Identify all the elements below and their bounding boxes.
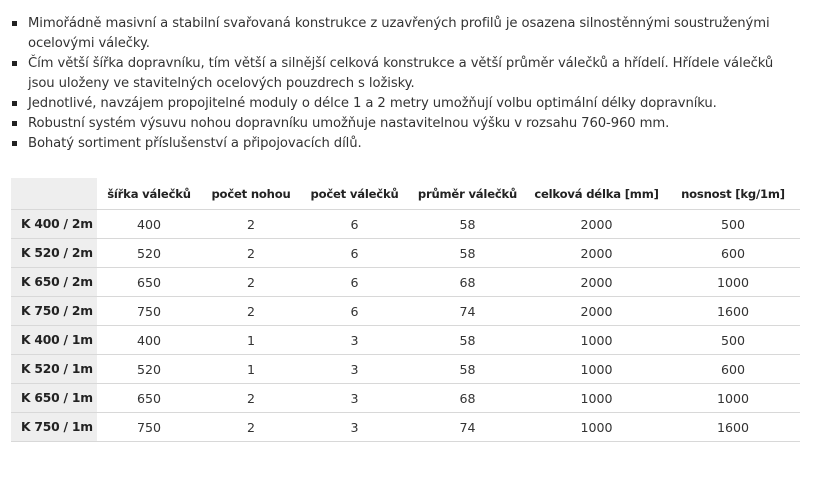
row-label: K 400 / 1m <box>11 326 97 355</box>
table-cell: 58 <box>408 355 527 384</box>
row-label: K 750 / 2m <box>11 297 97 326</box>
bullet-icon <box>12 141 17 146</box>
table-row <box>11 413 800 442</box>
table-cell: 1000 <box>666 268 800 297</box>
table-cell: 6 <box>301 239 408 268</box>
table-cell: 2 <box>201 210 301 239</box>
feature-item <box>10 114 800 134</box>
table-cell: 520 <box>97 355 201 384</box>
table-cell: 1 <box>201 355 301 384</box>
feature-item <box>10 134 800 154</box>
table-cell: 1 <box>201 326 301 355</box>
table-header-row <box>11 178 800 210</box>
table-cell: 500 <box>666 326 800 355</box>
row-label: K 520 / 2m <box>11 239 97 268</box>
feature-item <box>10 94 800 114</box>
feature-list <box>10 14 800 154</box>
spec-table <box>11 178 800 442</box>
table-cell: 2 <box>201 239 301 268</box>
table-cell: 6 <box>301 297 408 326</box>
feature-item <box>10 54 800 94</box>
table-row <box>11 268 800 297</box>
table-row <box>11 239 800 268</box>
table-cell: 650 <box>97 384 201 413</box>
table-cell: 2 <box>201 384 301 413</box>
table-cell: 750 <box>97 297 201 326</box>
feature-text: Jednotlivé, navzájem propojitelné moduly o délce 1 a 2 metry umožňují volbu optimální délky dopravníku. <box>28 96 717 111</box>
table-cell: 58 <box>408 326 527 355</box>
row-label: K 520 / 1m <box>11 355 97 384</box>
table-header-cell: šířka válečků <box>97 178 201 210</box>
table-cell: 1600 <box>666 413 800 442</box>
table-cell: 2000 <box>527 210 666 239</box>
table-cell: 6 <box>301 268 408 297</box>
table-cell: 1600 <box>666 297 800 326</box>
table-cell: 3 <box>301 355 408 384</box>
row-label: K 650 / 1m <box>11 384 97 413</box>
table-cell: 1000 <box>527 384 666 413</box>
table-row <box>11 297 800 326</box>
table-cell: 2 <box>201 268 301 297</box>
table-cell: 1000 <box>666 384 800 413</box>
table-cell: 3 <box>301 326 408 355</box>
table-cell: 74 <box>408 297 527 326</box>
feature-text: Čím větší šířka dopravníku, tím větší a silnější celková konstrukce a větší průměr válečků a hřídelí. Hřídele válečků jsou uloženy ve stavitelných ocelových pouzdrech s ložisky. <box>28 56 774 91</box>
table-cell: 2000 <box>527 268 666 297</box>
table-cell: 500 <box>666 210 800 239</box>
table-cell: 2 <box>201 413 301 442</box>
row-label: K 400 / 2m <box>11 210 97 239</box>
table-cell: 3 <box>301 413 408 442</box>
feature-text: Mimořádně masivní a stabilní svařovaná konstrukce z uzavřených profilů je osazena silnostěnnými soustruženými ocelovými válečky. <box>28 16 770 51</box>
table-cell: 650 <box>97 268 201 297</box>
table-header-corner <box>11 178 97 210</box>
table-cell: 58 <box>408 210 527 239</box>
table-row <box>11 384 800 413</box>
table-cell: 2000 <box>527 239 666 268</box>
table-header-cell: průměr válečků <box>408 178 527 210</box>
table-header-cell: celková délka [mm] <box>527 178 666 210</box>
row-label: K 750 / 1m <box>11 413 97 442</box>
table-cell: 2 <box>201 297 301 326</box>
table-header-cell: počet válečků <box>301 178 408 210</box>
table-row <box>11 355 800 384</box>
feature-text: Robustní systém výsuvu nohou dopravníku umožňuje nastavitelnou výšku v rozsahu 760-960 mm. <box>28 116 670 131</box>
feature-item <box>10 14 800 54</box>
table-row <box>11 210 800 239</box>
table-row <box>11 326 800 355</box>
table-header-cell: nosnost [kg/1m] <box>666 178 800 210</box>
table-cell: 600 <box>666 355 800 384</box>
table-cell: 400 <box>97 326 201 355</box>
table-cell: 600 <box>666 239 800 268</box>
row-label: K 650 / 2m <box>11 268 97 297</box>
table-cell: 58 <box>408 239 527 268</box>
bullet-icon <box>12 101 17 106</box>
bullet-icon <box>12 21 17 26</box>
table-cell: 750 <box>97 413 201 442</box>
table-cell: 1000 <box>527 326 666 355</box>
table-cell: 2000 <box>527 297 666 326</box>
table-header-cell: počet nohou <box>201 178 301 210</box>
table-cell: 6 <box>301 210 408 239</box>
table-cell: 68 <box>408 268 527 297</box>
table-cell: 520 <box>97 239 201 268</box>
table-cell: 400 <box>97 210 201 239</box>
bullet-icon <box>12 61 17 66</box>
table-cell: 1000 <box>527 355 666 384</box>
table-cell: 68 <box>408 384 527 413</box>
table-cell: 74 <box>408 413 527 442</box>
table-cell: 1000 <box>527 413 666 442</box>
bullet-icon <box>12 121 17 126</box>
table-cell: 3 <box>301 384 408 413</box>
feature-text: Bohatý sortiment příslušenství a připojovacích dílů. <box>28 136 362 151</box>
